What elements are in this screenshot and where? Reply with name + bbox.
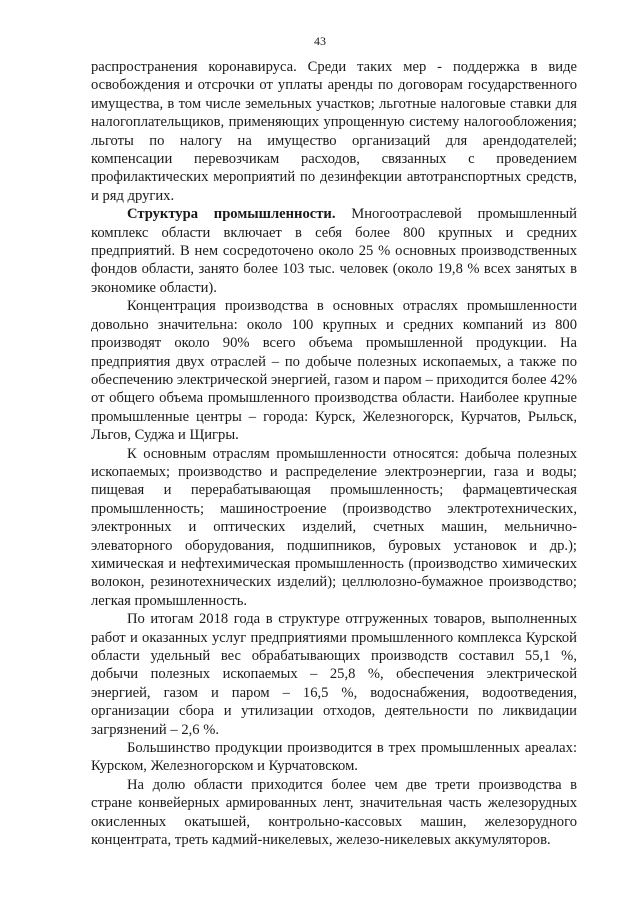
paragraph-5: По итогам 2018 года в структуре отгруженных товаров, выполненных работ и оказанных услуг предприятиями промышленного комплекса Курской области удельный вес обрабатывающих производств составил 55,1 %, добычи полезных ископаемых – 25,8 %, обеспечения электрической энергией, газом и паром – 16,5 %, водоснабжения, водоотведения, организации сбора и утилизации отходов, деятельности по ликвидации загрязнений – 2,6 %. xyxy=(91,611,577,738)
page-number: 43 xyxy=(314,34,326,48)
paragraph-6: Большинство продукции производится в трех промышленных ареалах: Курском, Железногорском и Курчатовском. xyxy=(91,740,577,775)
paragraph-2-text: Многоотраслевой промышленный комплекс области включает в себя более 800 крупных и средних предприятий. В нем сосредоточено около 25 % основных производственных фондов области, занято более 103 тыс. человек (около 19,8 % всех занятых в экономике области). xyxy=(91,206,577,296)
paragraph-2 xyxy=(91,205,577,297)
body-text xyxy=(91,58,577,849)
paragraph-1: распространения коронавируса. Среди таких мер - поддержка в виде освобождения и отсрочки от уплаты аренды по договорам государственного имущества, в том числе земельных участков; льготные налоговые ставки для налогоплательщиков, применяющих упрощенную систему налогообложения; льготы по налогу на имущество организаций для арендодателей; компенсации перевозчикам расходов, связанных с проведением профилактических мероприятий по дезинфекции автотранспортных средств, и ряд других. xyxy=(91,59,577,204)
paragraph-4: К основным отраслям промышленности относятся: добыча полезных ископаемых; производство и распределение электроэнергии, газа и воды; пищевая и перерабатывающая промышленность; фармацевтическая промышленность; машиностроение (производство электротехнических, электронных и оптических изделий, счетных машин, мельнично-элеваторного оборудования, подшипников, буровых установок и др.); химическая и нефтехимическая промышленность (производство химических волокон, резинотехнических изделий); целлюлозно-бумажное производство; легкая промышленность. xyxy=(91,445,577,609)
section-heading: Структура промышленности. xyxy=(127,206,336,223)
paragraph-3: Концентрация производства в основных отраслях промышленности довольно значительна: около 100 крупных и средних компаний из 800 производят около 90% всего объема промышленной продукции. На предприятия двух отраслей – по добыче полезных ископаемых, а также по обеспечению электрической энергией, газом и паром – приходится более 42% от общего объема промышленного производства области. Наиболее крупные промышленные центры – города: Курск, Железногорск, Курчатов, Рыльск, Льгов, Суджа и Щигры. xyxy=(91,298,577,444)
paragraph-7: На долю области приходится более чем две трети производства в стране конвейерных армированных лент, значительная часть железорудных окисленных окатышей, контрольно-кассовых машин, железорудного концентрата, треть кадмий-никелевых, железо-никелевых аккумуляторов. xyxy=(91,776,577,849)
